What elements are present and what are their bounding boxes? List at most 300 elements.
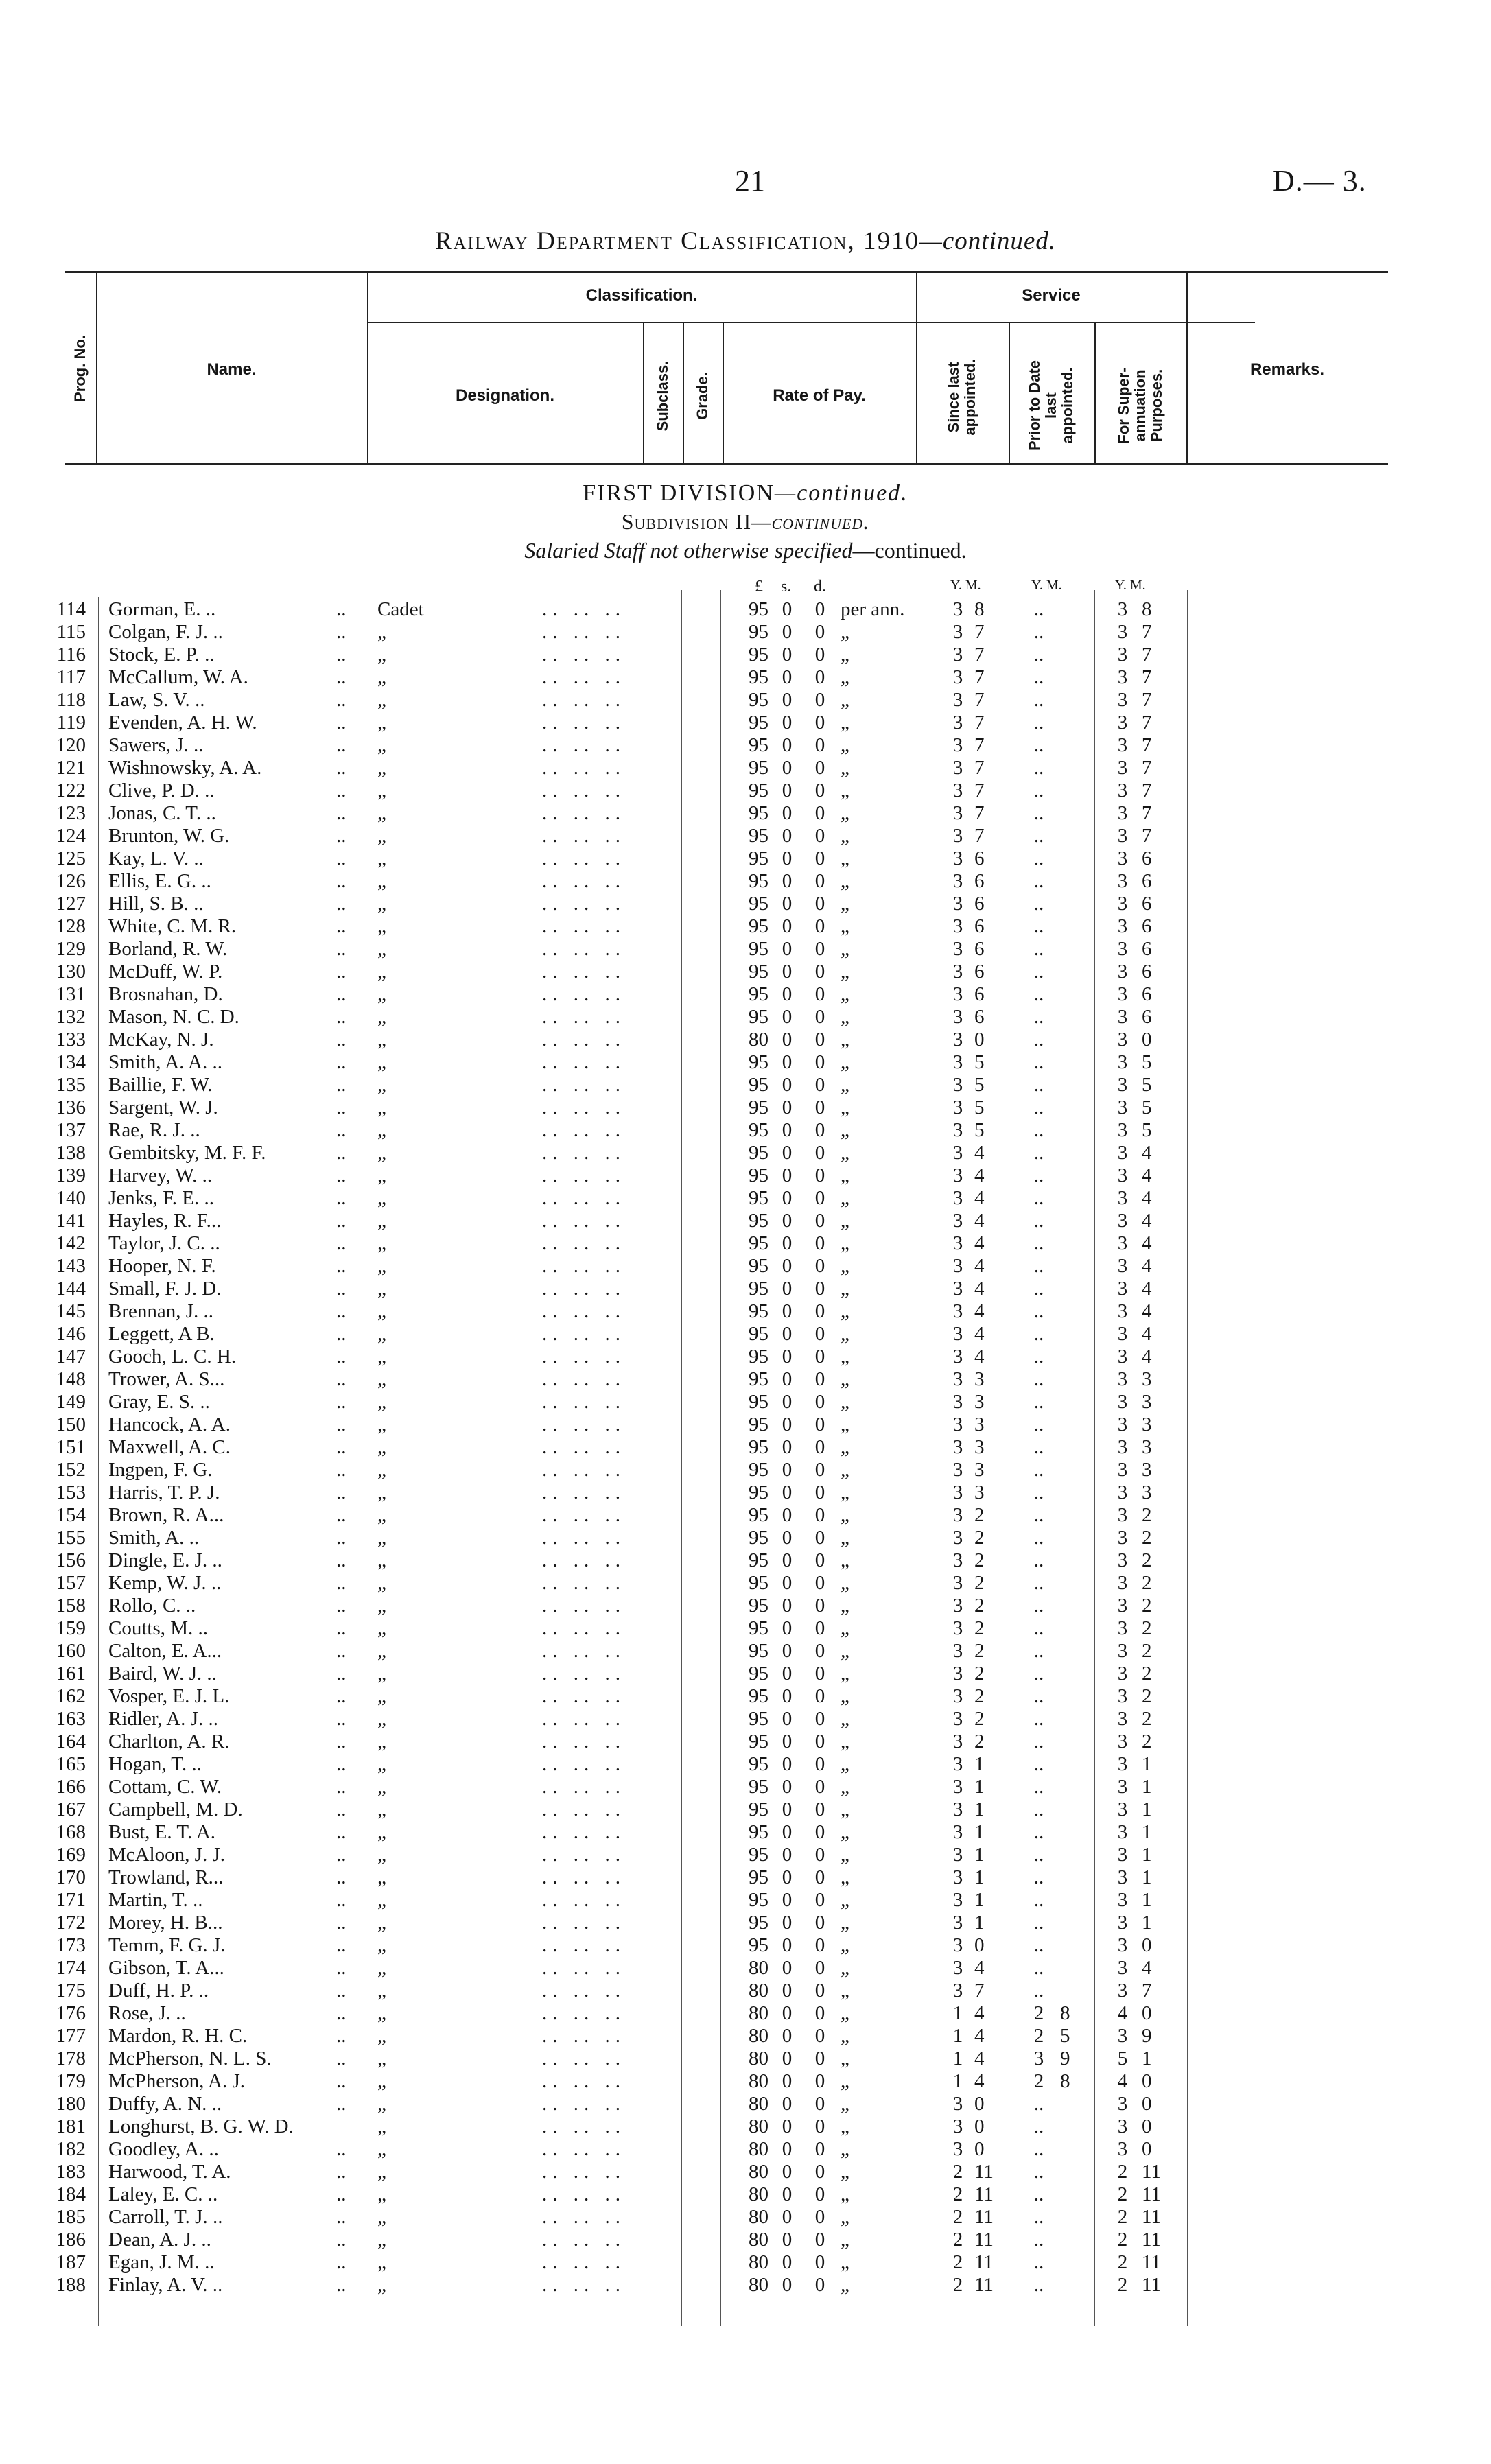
cell-pay-pounds: 95	[749, 1436, 768, 1458]
cell-name: Duffy, A. N. ..	[108, 2093, 222, 2115]
cell-super-months: 0	[1142, 2115, 1152, 2137]
cell-pay-pence: 0	[814, 1708, 825, 1730]
cell-pay-period: „	[841, 1708, 849, 1730]
cell-pay-pence: 0	[814, 779, 825, 801]
cell-super-months: 6	[1142, 938, 1152, 960]
cell-prior-years: ..	[1033, 1844, 1044, 1866]
cell-super-years: 3	[1117, 1934, 1128, 1956]
cell-designation: „	[377, 2070, 386, 2092]
cell-designation-leader: .. .. ..	[542, 1436, 626, 1458]
cell-name-leader: ..	[336, 1436, 347, 1458]
cell-pay-pounds: 80	[749, 2138, 768, 2160]
cell-name-leader: ..	[336, 2183, 347, 2205]
cell-name: Hooper, N. F.	[108, 1255, 216, 1277]
cell-name-leader: ..	[336, 1640, 347, 1662]
cell-prog-no: 120	[56, 734, 86, 756]
cell-prior-months: 8	[1060, 2002, 1070, 2024]
cell-since-months: 2	[974, 1663, 985, 1685]
cell-pay-pence: 0	[814, 1436, 825, 1458]
table-row	[0, 1708, 1491, 1730]
cell-prog-no: 142	[56, 1232, 86, 1254]
cell-prior-years: ..	[1033, 1436, 1044, 1458]
cell-pay-period: „	[841, 1164, 849, 1186]
cell-designation: „	[377, 1776, 386, 1798]
cell-super-months: 7	[1142, 734, 1152, 756]
table-row	[0, 1391, 1491, 1413]
cell-designation: „	[377, 2251, 386, 2273]
table-row	[0, 961, 1491, 983]
cell-pay-pence: 0	[814, 1051, 825, 1073]
cell-prior-years: ..	[1033, 1006, 1044, 1028]
cell-name-leader: ..	[336, 1866, 347, 1888]
cell-super-months: 2	[1142, 1549, 1152, 1571]
cell-pay-pounds: 95	[749, 1210, 768, 1232]
cell-prior-years: ..	[1033, 938, 1044, 960]
table-row	[0, 1527, 1491, 1549]
cell-super-months: 2	[1142, 1617, 1152, 1639]
cell-pay-pounds: 95	[749, 825, 768, 847]
cell-pay-shillings: 0	[782, 1889, 793, 1911]
cell-name: McPherson, A. J.	[108, 2070, 245, 2092]
cell-designation-leader: .. .. ..	[542, 1640, 626, 1662]
cell-name-leader: ..	[336, 2093, 347, 2115]
cell-since-months: 8	[974, 598, 985, 620]
cell-super-years: 2	[1117, 2183, 1128, 2205]
cell-since-months: 6	[974, 915, 985, 937]
table-row	[0, 779, 1491, 802]
cell-pay-shillings: 0	[782, 847, 793, 869]
cell-designation-leader: .. .. ..	[542, 2274, 626, 2296]
cell-prog-no: 132	[56, 1006, 86, 1028]
cell-name: Brown, R. A...	[108, 1504, 224, 1526]
cell-since-years: 3	[952, 757, 963, 779]
cell-pay-shillings: 0	[782, 1255, 793, 1277]
cell-designation: „	[377, 893, 386, 915]
cell-super-months: 4	[1142, 1300, 1152, 1322]
cell-designation: „	[377, 2093, 386, 2115]
header-superannuation: For Super- annuation Purposes.	[1115, 367, 1165, 444]
cell-since-years: 3	[952, 1844, 963, 1866]
cell-super-months: 2	[1142, 1572, 1152, 1594]
cell-pay-pounds: 95	[749, 1187, 768, 1209]
cell-prior-years: ..	[1033, 1074, 1044, 1096]
cell-pay-pence: 0	[814, 1549, 825, 1571]
cell-designation: „	[377, 1368, 386, 1390]
cell-name-leader: ..	[336, 1844, 347, 1866]
table-row	[0, 1753, 1491, 1776]
cell-super-years: 3	[1117, 1912, 1128, 1934]
cell-name-leader: ..	[336, 666, 347, 688]
cell-designation: „	[377, 1096, 386, 1118]
header-name: Name.	[207, 360, 257, 379]
cell-super-years: 3	[1117, 621, 1128, 643]
cell-designation-leader: .. .. ..	[542, 802, 626, 824]
cell-pay-shillings: 0	[782, 938, 793, 960]
cell-prior-years: ..	[1033, 1617, 1044, 1639]
cell-prior-years: ..	[1033, 1096, 1044, 1118]
cell-prior-years: ..	[1033, 1300, 1044, 1322]
cell-designation-leader: .. .. ..	[542, 2251, 626, 2273]
cell-designation: „	[377, 1074, 386, 1096]
cell-pay-period: „	[841, 712, 849, 734]
cell-prog-no: 125	[56, 847, 86, 869]
cell-since-years: 3	[952, 1323, 963, 1345]
cell-designation-leader: .. .. ..	[542, 1278, 626, 1300]
cell-pay-pounds: 95	[749, 689, 768, 711]
cell-super-months: 1	[1142, 1821, 1152, 1843]
cell-name-leader: ..	[336, 1595, 347, 1617]
cell-prog-no: 166	[56, 1776, 86, 1798]
cell-super-months: 11	[1142, 2229, 1161, 2251]
cell-super-years: 3	[1117, 1708, 1128, 1730]
cell-prog-no: 152	[56, 1459, 86, 1481]
cell-pay-shillings: 0	[782, 1504, 793, 1526]
cell-designation: „	[377, 1232, 386, 1254]
cell-name: Leggett, A B.	[108, 1323, 215, 1345]
table-row	[0, 1549, 1491, 1572]
cell-name: Mardon, R. H. C.	[108, 2025, 248, 2047]
cell-pay-pence: 0	[814, 1934, 825, 1956]
cell-pay-pounds: 80	[749, 2206, 768, 2228]
cell-super-years: 3	[1117, 779, 1128, 801]
cell-name-leader: ..	[336, 1368, 347, 1390]
cell-prior-years: ..	[1033, 1142, 1044, 1164]
cell-name: Kay, L. V. ..	[108, 847, 204, 869]
table-row	[0, 734, 1491, 757]
cell-name: Finlay, A. V. ..	[108, 2274, 223, 2296]
cell-super-months: 4	[1142, 1323, 1152, 1345]
cell-pay-period: „	[841, 2138, 849, 2160]
cell-prior-years: ..	[1033, 1934, 1044, 1956]
cell-pay-shillings: 0	[782, 1210, 793, 1232]
cell-pay-pence: 0	[814, 1096, 825, 1118]
cell-name: Brosnahan, D.	[108, 983, 223, 1005]
table-row	[0, 870, 1491, 893]
cell-designation-leader: .. .. ..	[542, 893, 626, 915]
cell-since-months: 6	[974, 983, 985, 1005]
cell-prog-no: 119	[56, 712, 86, 734]
cell-designation: „	[377, 1504, 386, 1526]
cell-name-leader: ..	[336, 2206, 347, 2228]
table-row	[0, 1300, 1491, 1323]
cell-name: White, C. M. R.	[108, 915, 237, 937]
cell-pay-pounds: 95	[749, 1096, 768, 1118]
cell-pay-period: „	[841, 2274, 849, 2296]
cell-pay-period: „	[841, 847, 849, 869]
cell-super-months: 9	[1142, 2025, 1152, 2047]
cell-since-years: 3	[952, 1029, 963, 1051]
header-remarks: Remarks.	[1249, 360, 1325, 379]
cell-since-months: 7	[974, 666, 985, 688]
cell-prog-no: 172	[56, 1912, 86, 1934]
cell-pay-pence: 0	[814, 1300, 825, 1322]
cell-super-months: 4	[1142, 1210, 1152, 1232]
cell-designation: „	[377, 1481, 386, 1503]
cell-prior-years: ..	[1033, 1663, 1044, 1685]
cell-super-months: 0	[1142, 1029, 1152, 1051]
cell-prog-no: 129	[56, 938, 86, 960]
cell-name-leader: ..	[336, 1029, 347, 1051]
cell-since-months: 1	[974, 1798, 985, 1820]
cell-designation-leader: .. .. ..	[542, 1934, 626, 1956]
cell-super-years: 3	[1117, 712, 1128, 734]
cell-name: Goodley, A. ..	[108, 2138, 219, 2160]
cell-since-months: 2	[974, 1549, 985, 1571]
cell-name-leader: ..	[336, 1617, 347, 1639]
cell-prog-no: 147	[56, 1346, 86, 1368]
cell-since-months: 1	[974, 1889, 985, 1911]
cell-pay-pounds: 95	[749, 1866, 768, 1888]
cell-pay-period: „	[841, 1776, 849, 1798]
cell-name: Temm, F. G. J.	[108, 1934, 226, 1956]
cell-name: Mason, N. C. D.	[108, 1006, 239, 1028]
table-row	[0, 1957, 1491, 1980]
page-title-suffix: —continued.	[919, 227, 1057, 255]
cell-name-leader: ..	[336, 712, 347, 734]
cell-designation-leader: .. .. ..	[542, 1300, 626, 1322]
cell-prior-months: 5	[1060, 2025, 1070, 2047]
cell-pay-pence: 0	[814, 915, 825, 937]
cell-prior-years: ..	[1033, 1821, 1044, 1843]
cell-name: McCallum, W. A.	[108, 666, 248, 688]
cell-super-months: 3	[1142, 1391, 1152, 1413]
cell-pay-shillings: 0	[782, 1278, 793, 1300]
cell-pay-shillings: 0	[782, 2048, 793, 2069]
cell-name: Sawers, J. ..	[108, 734, 204, 756]
cell-designation-leader: .. .. ..	[542, 1391, 626, 1413]
table-row	[0, 666, 1491, 689]
cell-designation-leader: .. .. ..	[542, 1029, 626, 1051]
cell-since-months: 11	[974, 2251, 994, 2273]
cell-prog-no: 158	[56, 1595, 86, 1617]
cell-super-years: 3	[1117, 1527, 1128, 1549]
cell-pay-pounds: 80	[749, 2161, 768, 2183]
table-row	[0, 938, 1491, 961]
table-row	[0, 1142, 1491, 1164]
cell-pay-pounds: 95	[749, 961, 768, 983]
table-row	[0, 802, 1491, 825]
cell-pay-shillings: 0	[782, 644, 793, 666]
cell-super-years: 3	[1117, 2138, 1128, 2160]
cell-pay-period: „	[841, 1278, 849, 1300]
cell-prog-no: 139	[56, 1164, 86, 1186]
cell-pay-pounds: 95	[749, 1481, 768, 1503]
cell-prior-years: ..	[1033, 1255, 1044, 1277]
cell-prog-no: 136	[56, 1096, 86, 1118]
cell-pay-shillings: 0	[782, 1164, 793, 1186]
cell-since-years: 3	[952, 938, 963, 960]
cell-name-leader: ..	[336, 1821, 347, 1843]
cell-name: McKay, N. J.	[108, 1029, 214, 1051]
cell-pay-period: „	[841, 1074, 849, 1096]
cell-pay-shillings: 0	[782, 1730, 793, 1752]
cell-designation: „	[377, 644, 386, 666]
cell-name: Gorman, E. ..	[108, 598, 216, 620]
cell-super-months: 4	[1142, 1232, 1152, 1254]
cell-designation: „	[377, 1821, 386, 1843]
table-row	[0, 2274, 1491, 2297]
cell-super-months: 5	[1142, 1119, 1152, 1141]
cell-super-months: 1	[1142, 1889, 1152, 1911]
cell-pay-shillings: 0	[782, 1323, 793, 1345]
cell-pay-shillings: 0	[782, 1708, 793, 1730]
cell-super-years: 3	[1117, 1323, 1128, 1345]
cell-pay-pence: 0	[814, 1980, 825, 2002]
cell-prog-no: 169	[56, 1844, 86, 1866]
cell-super-months: 0	[1142, 2138, 1152, 2160]
cell-pay-pence: 0	[814, 689, 825, 711]
table-row	[0, 2229, 1491, 2251]
cell-super-years: 3	[1117, 1957, 1128, 1979]
cell-since-years: 3	[952, 1730, 963, 1752]
cell-designation-leader: .. .. ..	[542, 1549, 626, 1571]
cell-pay-pence: 0	[814, 1504, 825, 1526]
cell-pay-pounds: 95	[749, 915, 768, 937]
cell-designation-leader: .. .. ..	[542, 1617, 626, 1639]
cell-designation: „	[377, 1255, 386, 1277]
cell-pay-shillings: 0	[782, 961, 793, 983]
cell-since-months: 5	[974, 1051, 985, 1073]
cell-super-years: 3	[1117, 893, 1128, 915]
cell-prog-no: 144	[56, 1278, 86, 1300]
cell-prior-years: ..	[1033, 1798, 1044, 1820]
cell-name-leader: ..	[336, 847, 347, 869]
cell-pay-pounds: 95	[749, 893, 768, 915]
cell-prior-years: ..	[1033, 757, 1044, 779]
cell-name: Jenks, F. E. ..	[108, 1187, 214, 1209]
cell-designation: „	[377, 1640, 386, 1662]
cell-designation: „	[377, 1413, 386, 1435]
unit-shilling: s.	[781, 578, 792, 596]
cell-super-months: 1	[1142, 1912, 1152, 1934]
cell-super-years: 3	[1117, 870, 1128, 892]
cell-prog-no: 149	[56, 1391, 86, 1413]
cell-since-months: 5	[974, 1119, 985, 1141]
cell-since-years: 3	[952, 1957, 963, 1979]
cell-since-years: 3	[952, 1368, 963, 1390]
cell-pay-shillings: 0	[782, 689, 793, 711]
cell-pay-pounds: 95	[749, 1640, 768, 1662]
cell-pay-pence: 0	[814, 2002, 825, 2024]
cell-designation: „	[377, 1527, 386, 1549]
cell-designation: „	[377, 938, 386, 960]
cell-super-years: 3	[1117, 666, 1128, 688]
cell-since-years: 3	[952, 1232, 963, 1254]
cell-pay-pounds: 80	[749, 2183, 768, 2205]
cell-name-leader: ..	[336, 1255, 347, 1277]
cell-pay-pence: 0	[814, 1187, 825, 1209]
cell-super-months: 7	[1142, 825, 1152, 847]
cell-pay-pounds: 80	[749, 2251, 768, 2273]
cell-prior-years: ..	[1033, 1957, 1044, 1979]
cell-name-leader: ..	[336, 2161, 347, 2183]
cell-designation: „	[377, 2229, 386, 2251]
cell-super-months: 7	[1142, 779, 1152, 801]
cell-pay-pence: 0	[814, 621, 825, 643]
cell-designation: „	[377, 1142, 386, 1164]
cell-pay-shillings: 0	[782, 712, 793, 734]
cell-super-years: 2	[1117, 2161, 1128, 2183]
cell-prog-no: 123	[56, 802, 86, 824]
cell-designation-leader: .. .. ..	[542, 2002, 626, 2024]
cell-pay-pence: 0	[814, 712, 825, 734]
cell-since-years: 2	[952, 2229, 963, 2251]
cell-since-years: 2	[952, 2274, 963, 2296]
cell-name: Hill, S. B. ..	[108, 893, 204, 915]
cell-since-months: 3	[974, 1459, 985, 1481]
cell-pay-pounds: 95	[749, 870, 768, 892]
cell-super-years: 3	[1117, 2093, 1128, 2115]
cell-since-months: 4	[974, 1187, 985, 1209]
cell-designation-leader: .. .. ..	[542, 2183, 626, 2205]
cell-name-leader: ..	[336, 2274, 347, 2296]
table-row	[0, 1912, 1491, 1934]
cell-pay-pounds: 95	[749, 644, 768, 666]
cell-pay-pence: 0	[814, 1323, 825, 1345]
cell-super-years: 3	[1117, 644, 1128, 666]
cell-super-years: 3	[1117, 1572, 1128, 1594]
cell-since-months: 4	[974, 2025, 985, 2047]
cell-name: Harris, T. P. J.	[108, 1481, 220, 1503]
cell-super-months: 5	[1142, 1074, 1152, 1096]
cell-prog-no: 159	[56, 1617, 86, 1639]
cell-pay-pence: 0	[814, 2048, 825, 2069]
cell-pay-pence: 0	[814, 1844, 825, 1866]
cell-super-years: 3	[1117, 1391, 1128, 1413]
cell-name: Cottam, C. W.	[108, 1776, 222, 1798]
cell-name: Dean, A. J. ..	[108, 2229, 211, 2251]
cell-designation: „	[377, 1912, 386, 1934]
cell-pay-period: „	[841, 1798, 849, 1820]
cell-name: Coutts, M. ..	[108, 1617, 209, 1639]
cell-pay-pence: 0	[814, 734, 825, 756]
cell-since-years: 3	[952, 1912, 963, 1934]
table-row	[0, 2138, 1491, 2161]
cell-pay-pounds: 80	[749, 2093, 768, 2115]
cell-super-years: 2	[1117, 2229, 1128, 2251]
cell-pay-period: „	[841, 2183, 849, 2205]
cell-prog-no: 185	[56, 2206, 86, 2228]
cell-super-years: 3	[1117, 1142, 1128, 1164]
cell-super-months: 7	[1142, 644, 1152, 666]
table-row	[0, 1029, 1491, 1051]
table-row	[0, 2070, 1491, 2093]
cell-name-leader: ..	[336, 1481, 347, 1503]
cell-since-years: 3	[952, 1436, 963, 1458]
cell-since-years: 3	[952, 1572, 963, 1594]
cell-super-years: 3	[1117, 1821, 1128, 1843]
cell-since-months: 4	[974, 1255, 985, 1277]
cell-prior-years: ..	[1033, 2206, 1044, 2228]
cell-designation-leader: .. .. ..	[542, 1459, 626, 1481]
table-row	[0, 1051, 1491, 1074]
cell-pay-pence: 0	[814, 1572, 825, 1594]
cell-prog-no: 122	[56, 779, 86, 801]
cell-pay-pence: 0	[814, 1663, 825, 1685]
cell-designation-leader: .. .. ..	[542, 1663, 626, 1685]
cell-since-years: 3	[952, 1119, 963, 1141]
cell-pay-shillings: 0	[782, 1051, 793, 1073]
cell-prior-years: ..	[1033, 1029, 1044, 1051]
cell-pay-pence: 0	[814, 2251, 825, 2273]
cell-pay-pence: 0	[814, 1255, 825, 1277]
cell-name: Campbell, M. D.	[108, 1798, 243, 1820]
cell-name: Stock, E. P. ..	[108, 644, 215, 666]
cell-since-years: 3	[952, 644, 963, 666]
cell-name-leader: ..	[336, 1051, 347, 1073]
cell-prior-years: ..	[1033, 1866, 1044, 1888]
header-classification: Classification.	[585, 286, 698, 305]
